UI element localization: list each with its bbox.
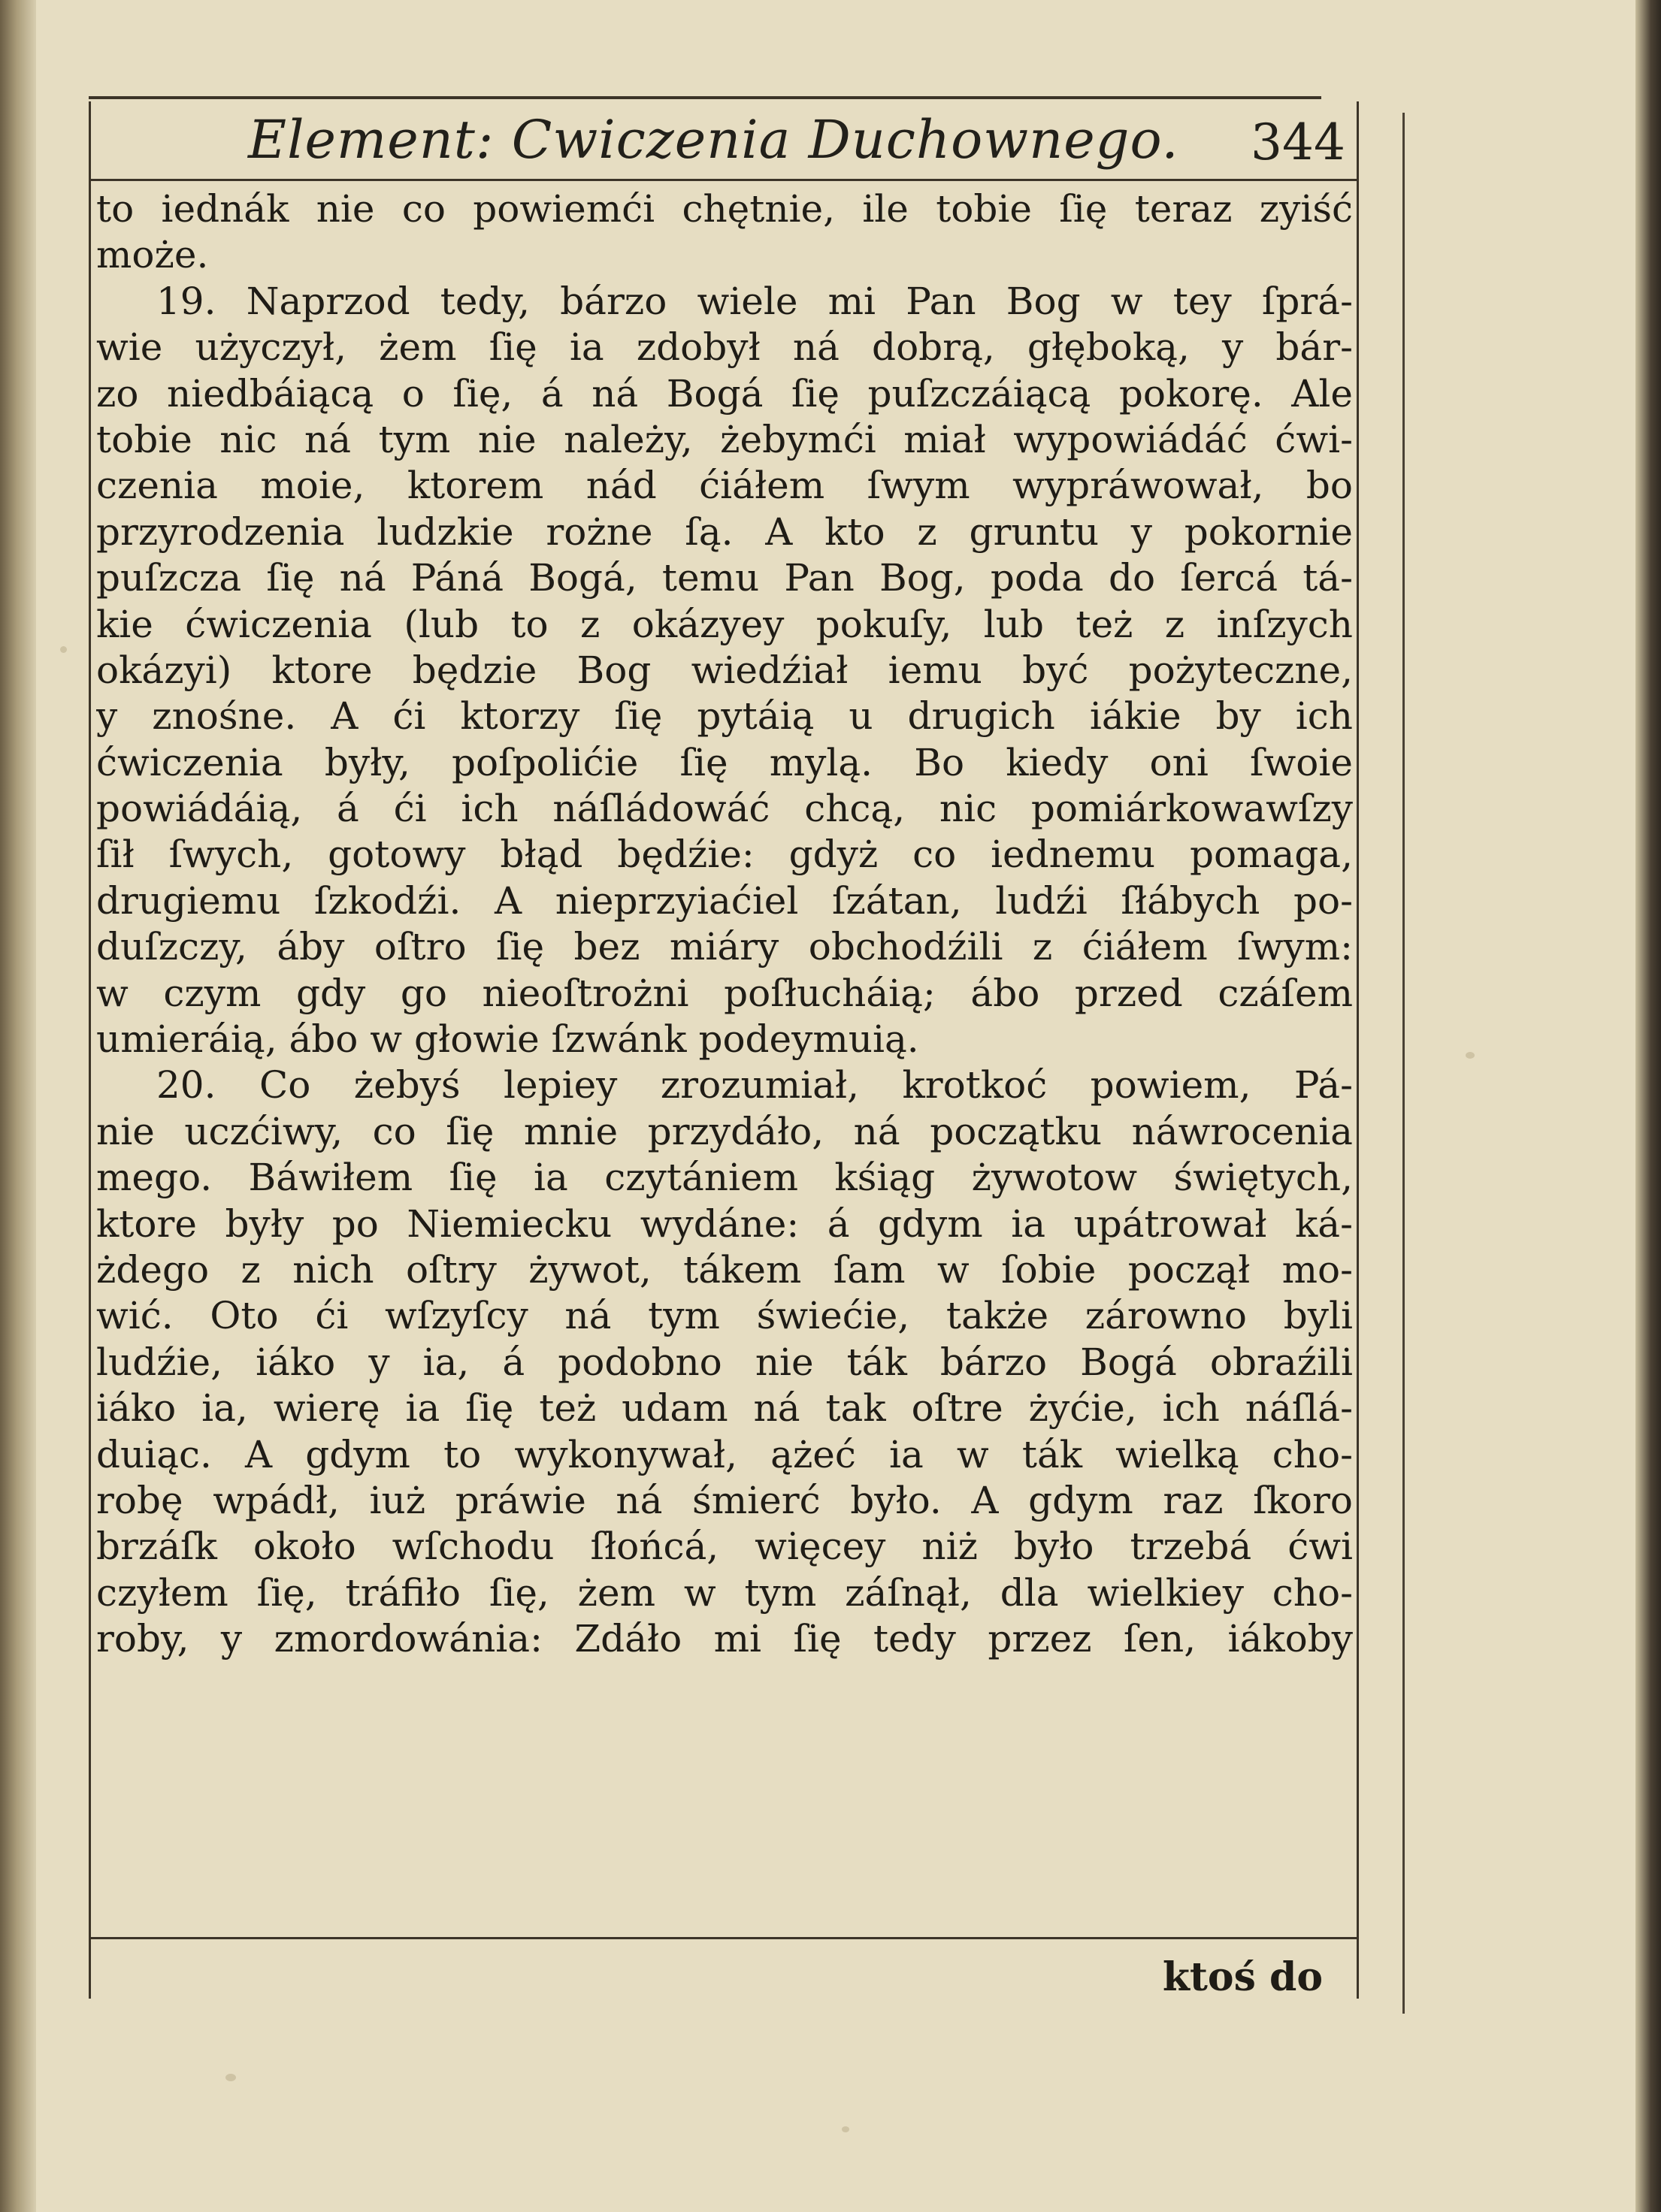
text-line: czenia moie, ktorem nád ćiáłem ſwym wypráwował, bo	[96, 464, 1353, 508]
outer-rule	[1402, 113, 1405, 2014]
text-line: y znośne. A ći ktorzy ſię pytáią u drugich iákie by ich	[96, 694, 1353, 739]
text-line: tobie nic ná tym nie należy, żebymći miał wypowiádáć ćwi-	[96, 417, 1353, 461]
text-line: puſzcza ſię ná Páná Bogá, temu Pan Bog, poda do ſercá tá-	[96, 556, 1353, 600]
paragraph-start-line: 20. Co żebyś lepiey zrozumiał, krotkoć powiem, Pá-	[156, 1063, 1353, 1108]
text-line: roby, y zmordowánia: Zdáło mi ſię tedy przez ſen, iákoby	[96, 1617, 1353, 1661]
text-line: ſił ſwych, gotowy błąd będźie: gdyż co iednemu pomaga,	[96, 833, 1353, 877]
paper-speck	[842, 2126, 849, 2132]
text-line: żdego z nich oſtry żywot, tákem ſam w ſobie począł mo-	[96, 1247, 1353, 1292]
text-line: ćwiczenia były, poſpolićie ſię mylą. Bo kiedy oni ſwoie	[96, 740, 1353, 784]
paragraph-start-line: 19. Naprzod tedy, bárzo wiele mi Pan Bog w tey ſprá-	[156, 279, 1353, 323]
bottom-rule	[89, 1937, 1359, 1939]
page-edge	[1635, 0, 1661, 2212]
text-line: czyłem ſię, tráfiło ſię, żem w tym záſnął, dla wielkiey cho-	[96, 1570, 1353, 1615]
text-line: w czym gdy go nieoſtrożni poſłucháią; ábo przed czáſem	[96, 971, 1353, 1015]
text-line: nie uczćiwy, co ſię mnie przydáło, ná początku náwrocenia	[96, 1109, 1353, 1153]
header-rule	[89, 179, 1359, 181]
text-line: wie użyczył, żem ſię ia zdobył ná dobrą, głęboką, y bár-	[96, 325, 1353, 370]
text-line: to iednák nie co powiemći chętnie, ile tobie ſię teraz zyiść	[96, 187, 1353, 231]
binding-gutter	[0, 0, 36, 2212]
text-line: umieráią, ábo w głowie ſzwánk podeymuią.	[96, 1017, 919, 1062]
top-rule	[89, 96, 1321, 99]
running-title: Element: Cwiczenia Duchownego.	[248, 109, 1179, 171]
text-line: iáko ia, wierę ia ſię też udam ná tak oſtre żyćie, ich náſlá-	[96, 1386, 1353, 1431]
text-line: duiąc. A gdym to wykonywał, ążeć ia w ták wielką cho-	[96, 1432, 1353, 1476]
text-line: okázyi) ktore będzie Bog wiedźiał iemu być pożyteczne,	[96, 648, 1353, 692]
body-text	[96, 186, 1353, 1663]
paper-speck	[1466, 1052, 1475, 1059]
paper-speck	[225, 2074, 236, 2081]
text-line: zo niedbáiącą o ſię, á ná Bogá ſię puſzczáiącą pokorę. Ale	[96, 371, 1353, 416]
page-number: 344	[1251, 113, 1345, 171]
text-line: mego. Báwiłem ſię ia czytániem kśiąg żywotow świętych,	[96, 1156, 1353, 1200]
catchword: ktoś do	[1162, 1954, 1323, 2000]
paper-speck	[60, 646, 67, 653]
text-line: kie ćwiczenia (lub to z okázyey pokuſy, lub też z inſzych	[96, 602, 1353, 646]
text-line: robę wpádł, iuż práwie ná śmierć było. A gdym raz ſkoro	[96, 1478, 1353, 1522]
text-line: wić. Oto ći wſzyſcy ná tym świećie, także zárowno byli	[96, 1294, 1353, 1338]
text-line: może.	[96, 233, 209, 277]
text-line: duſzczy, áby oſtro ſię bez miáry obchodźili z ćiáłem ſwym:	[96, 925, 1353, 969]
text-line: drugiemu ſzkodźi. A nieprzyiaćiel ſzátan, ludźi ſłábych po-	[96, 878, 1353, 923]
text-line: ludźie, iáko y ia, á podobno nie ták bárzo Bogá obraźili	[96, 1340, 1353, 1384]
text-line: powiádáią, á ći ich náſládowáć chcą, nic pomiárkowawſzy	[96, 787, 1353, 831]
text-line: przyrodzenia ludzkie rożne ſą. A kto z gruntu y pokornie	[96, 509, 1353, 554]
text-line: brzáſk około wſchodu ſłońcá, więcey niż było trzebá ćwi	[96, 1525, 1353, 1569]
text-line: ktore były po Niemiecku wydáne: á gdym ia upátrował ká-	[96, 1201, 1353, 1246]
